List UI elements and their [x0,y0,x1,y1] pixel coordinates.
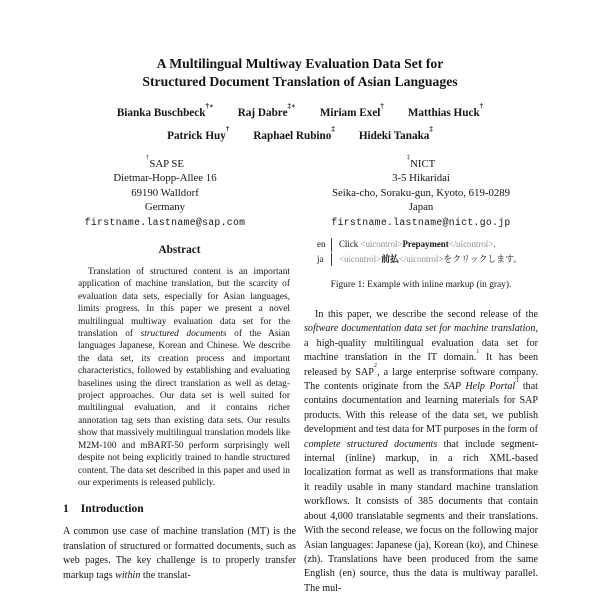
author-name: Miriam Exel [319,107,381,119]
affiliation-org: ‡NICT [406,154,436,170]
author [358,125,433,142]
affiliation-mark: ‡ [406,154,411,162]
author-mark: † [380,102,384,111]
right-column [304,236,538,600]
author [116,102,214,119]
figure-row-en [317,238,538,252]
affiliation-email: firstname.lastname@sap.com [84,217,246,229]
author [167,125,230,142]
affiliation-nict [303,154,539,230]
section-heading-introduction [63,502,296,515]
author-name: Hideki Tanaka [358,130,430,142]
abstract-heading: Abstract [158,244,201,256]
figure-row-content: <uicontrol>前払</uicontrol>をクリックします。 [331,253,522,267]
lang-label: ja [317,253,324,264]
affiliation-mark: † [145,154,150,162]
section-number: 1 [63,502,69,516]
affiliation-address-line: 3-5 Hikaridai [392,172,450,185]
author-mark: † [225,125,230,134]
figure-row-ja [317,253,538,267]
section-title: Introduction [80,502,144,516]
title-line-2: Structured Document Translation of Asian Languages [142,73,458,89]
author-mark: ‡ [429,125,433,134]
abstract-text: Translation of structured content is an important application of machine translation, but the scarcity of evaluation data sets, especially for Asian languages, limits progress. In this paper we present a novel multilingual multiway evaluation data set for the translation of structured documents of the Asian languages Japanese, Korean and Chinese. We describe the data set, its creation process and important characteristics, followed by establishing and evaluating baselines using the direct translation as well as detag-project approaches. Our data set is well suited for multilingual evaluation, and it contains richer annotation tag sets than existing data sets. Our results show that massively multilingual translation models like M2M-100 and mBART-50 perform surprisingly well despite not being explicitly trained to handle structured content. The data set described in this paper and used in our experiments is released publicly. [78,267,290,488]
affiliation-org: †SAP SE [145,154,185,170]
affiliation-address-line: 69190 Walldorf [131,186,199,199]
figure-1-caption: Figure 1: Example with inline markup (in gray). [330,280,512,290]
body-paragraph: In this paper, we describe the second release of the software documentation data set for machine translation, a high-quality multilingual evaluation data set for machine translation in the IT domain.$^1$ It has been released by SAP$^2$, a large enterprise software company. The contents originate from the SAP Help Portal$^3$ that contains documentation and learning materials for SAP products. With this release of the data set, we publish development and test data for MT purposes in the form of complete structured documents that include segment-internal (inline) markup, in a rich XML-based localization format as well as transformations that make it readily usable in many standard machine translation workflows. It consists of 385 documents that contain about 4,000 translatable segments and their translations. With the second release, we focus on the following major Asian languages: Japanese (ja), Korean (ko), and Chinese (zh). Translations have been produced from the same English (en) source, thus the data is multiway parallel. The mul- [304,309,538,594]
lang-label: en [317,239,326,249]
author [407,102,484,119]
author-name: Raphael Rubino [253,130,332,142]
affiliation-sap [63,154,267,230]
author-mark: ‡∗ [287,102,296,111]
affiliation-address-line: Seika-cho, Soraku-gun, Kyoto, 619-0289 [331,186,511,199]
author-mark: † [479,102,484,111]
affiliation-address-line: Germany [144,200,186,213]
author-name: Raj Dabre [237,107,288,119]
title-line-1: A Multilingual Multiway Evaluation Data Set for [156,56,444,71]
affiliation-address-line: Dietmar-Hopp-Allee 16 [113,172,217,185]
author-mark: ‡ [331,125,335,134]
author-name: Matthias Huck [407,107,480,119]
authors-row-2 [0,125,600,142]
figure-1 [317,238,538,266]
affiliation-address-line: Japan [408,200,434,213]
author-name: Patrick Huy [167,130,226,142]
author [237,102,296,119]
author-name: Bianka Buschbeck [116,107,206,119]
intro-paragraph: A common use case of machine translation (MT) is the translation of structured or formatted documents, such as web pages. The key challenge is to properly transfer markup tags within the translat- [63,526,296,581]
author [253,125,335,142]
authors-row-1 [0,102,600,119]
author [319,102,384,119]
figure-row-content: Click <uicontrol>Prepayment</uicontrol>. [331,238,495,252]
paper-title [0,55,600,90]
affiliation-email: firstname.lastname@nict.go.jp [331,217,511,229]
left-column [63,238,296,600]
author-mark: †∗ [205,102,214,111]
